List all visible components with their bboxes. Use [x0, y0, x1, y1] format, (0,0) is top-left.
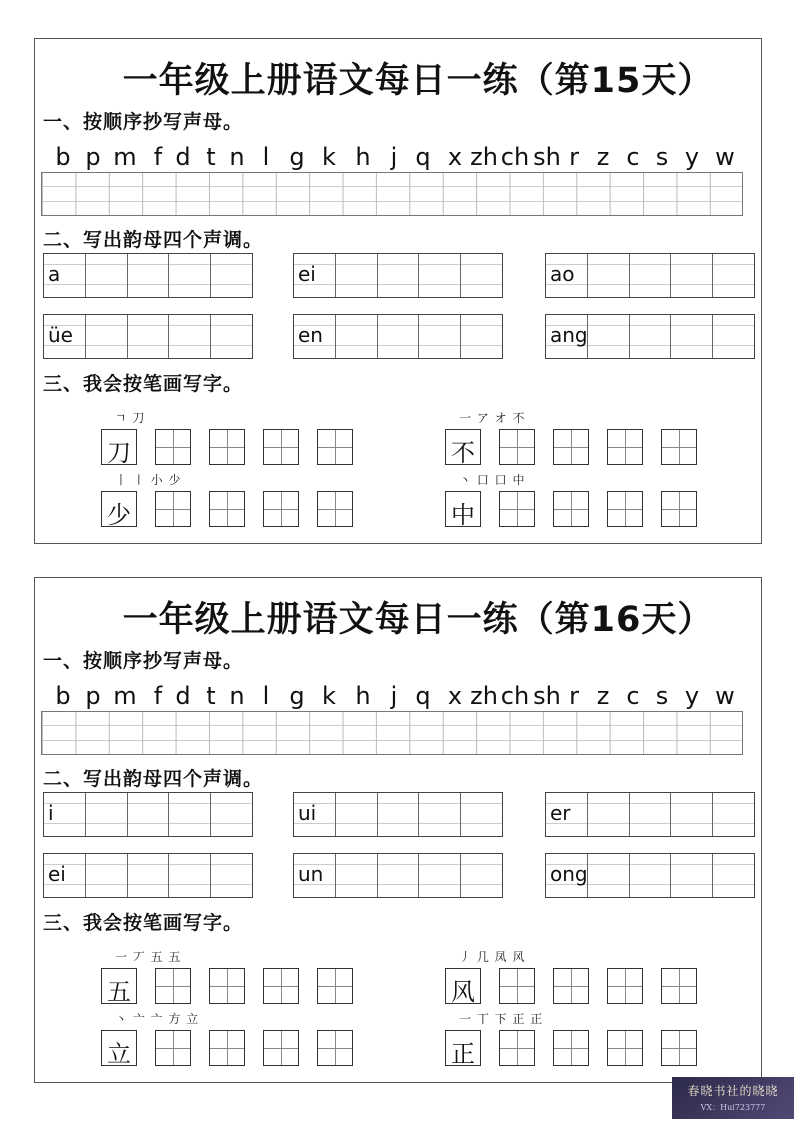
tone-cell[interactable] [294, 854, 336, 897]
tian-grid-box[interactable] [499, 429, 535, 465]
tone-cell[interactable] [588, 854, 630, 897]
tone-practice-box[interactable] [43, 853, 253, 898]
tone-cell[interactable] [378, 854, 420, 897]
tone-cell[interactable] [546, 315, 588, 358]
tian-grid-box[interactable] [607, 1030, 643, 1066]
tone-practice-box[interactable] [293, 314, 503, 359]
four-line-writing-grid[interactable] [41, 711, 743, 755]
initial-letter: l [262, 143, 270, 171]
model-character-box [445, 429, 481, 465]
tone-cell[interactable] [588, 793, 630, 836]
tone-cell[interactable] [169, 793, 211, 836]
final-label: ui [298, 801, 317, 825]
stroke-order-hint: 一 丅 下 正 正 [459, 1012, 544, 1026]
tone-cell[interactable] [378, 793, 420, 836]
watermark-badge [672, 1077, 794, 1119]
initial-letter: h [355, 143, 371, 171]
section-heading-s1: 一、按顺序抄写声母。 [43, 650, 244, 672]
tian-grid-box[interactable] [553, 491, 589, 527]
tone-practice-box[interactable] [545, 253, 755, 298]
initial-letter: l [262, 682, 270, 710]
tone-practice-box[interactable] [43, 314, 253, 359]
tone-cell[interactable] [128, 254, 170, 297]
initial-letter: s [655, 682, 669, 710]
tone-cell[interactable] [630, 315, 672, 358]
tone-practice-box[interactable] [43, 253, 253, 298]
tian-grid-box[interactable] [607, 491, 643, 527]
final-label: üe [48, 323, 73, 347]
initial-letter: j [390, 143, 398, 171]
worksheet-title: 一年级上册语文每日一练（第16天） [122, 600, 714, 640]
tone-cell[interactable] [461, 854, 502, 897]
tian-grid-box[interactable] [209, 968, 245, 1004]
section-heading-s3: 三、我会按笔画写字。 [43, 373, 244, 395]
initial-letter: k [322, 682, 336, 710]
model-character-box [101, 491, 137, 527]
initial-letter: r [569, 682, 579, 710]
final-label: ong [550, 862, 588, 886]
tone-cell[interactable] [211, 854, 252, 897]
tone-practice-box[interactable] [545, 853, 755, 898]
initial-letter: d [175, 682, 191, 710]
initial-letter: p [85, 682, 101, 710]
tone-cell[interactable] [713, 254, 754, 297]
tone-cell[interactable] [169, 854, 211, 897]
tian-grid-box[interactable] [263, 968, 299, 1004]
stroke-order-hint: 丿 几 凤 风 [459, 950, 526, 964]
initials-row [47, 682, 747, 712]
stroke-order-hint: 丶 口 口 中 [459, 473, 526, 487]
initial-letter: y [684, 682, 700, 710]
initial-letter: c [626, 143, 640, 171]
initial-letter: s [655, 143, 669, 171]
tian-grid-box[interactable] [499, 1030, 535, 1066]
tone-cell[interactable] [378, 254, 420, 297]
initial-letter: x [447, 143, 463, 171]
final-label: ei [48, 862, 66, 886]
initial-letter: y [684, 143, 700, 171]
initial-letter: zh [470, 143, 498, 171]
initial-letter: b [55, 682, 71, 710]
final-label: ao [550, 262, 575, 286]
initial-letter: f [153, 143, 163, 171]
stroke-order-hint: ㄱ 刀 [115, 411, 146, 425]
worksheet-title: 一年级上册语文每日一练（第15天） [122, 61, 714, 101]
tone-cell[interactable] [713, 793, 754, 836]
model-character: 风 [451, 978, 475, 1006]
initial-letter: d [175, 143, 191, 171]
model-character: 少 [107, 501, 131, 529]
tian-grid-box[interactable] [553, 1030, 589, 1066]
tone-cell[interactable] [671, 854, 713, 897]
tone-practice-box[interactable] [293, 853, 503, 898]
tone-cell[interactable] [419, 254, 461, 297]
tian-grid-box[interactable] [607, 429, 643, 465]
tian-grid-box[interactable] [317, 1030, 353, 1066]
initial-letter: f [153, 682, 163, 710]
tone-cell[interactable] [461, 315, 502, 358]
initial-letter: n [229, 143, 245, 171]
tone-cell[interactable] [419, 793, 461, 836]
tian-grid-box[interactable] [263, 1030, 299, 1066]
tone-cell[interactable] [86, 793, 128, 836]
stroke-order-hint: 一 丆 五 五 [115, 950, 182, 964]
model-character-box [445, 491, 481, 527]
tone-cell[interactable] [461, 793, 502, 836]
tian-grid-box[interactable] [155, 491, 191, 527]
tone-cell[interactable] [546, 254, 588, 297]
tone-cell[interactable] [419, 315, 461, 358]
tone-cell[interactable] [546, 854, 588, 897]
stroke-order-hint: 丶 亠 亠 方 立 [115, 1012, 200, 1026]
tone-cell[interactable] [44, 254, 86, 297]
four-line-writing-grid[interactable] [41, 172, 743, 216]
tian-grid-box[interactable] [499, 968, 535, 1004]
model-character: 刀 [107, 439, 131, 467]
tone-cell[interactable] [294, 254, 336, 297]
initial-letter: g [289, 143, 305, 171]
model-character: 五 [107, 978, 131, 1006]
tone-cell[interactable] [211, 793, 252, 836]
initial-letter: n [229, 682, 245, 710]
tone-cell[interactable] [378, 315, 420, 358]
initial-letter: m [113, 682, 137, 710]
tone-cell[interactable] [671, 315, 713, 358]
tone-cell[interactable] [128, 315, 170, 358]
watermark-contact: VX：Hui723777 [700, 1103, 766, 1112]
initial-letter: c [626, 682, 640, 710]
tian-grid-box[interactable] [661, 491, 697, 527]
final-label: en [298, 323, 323, 347]
tone-practice-box[interactable] [43, 792, 253, 837]
tian-grid-box[interactable] [263, 429, 299, 465]
tone-cell[interactable] [169, 315, 211, 358]
tone-practice-box[interactable] [293, 253, 503, 298]
tone-cell[interactable] [713, 854, 754, 897]
model-character-box [101, 1030, 137, 1066]
initial-letter: g [289, 682, 305, 710]
tian-grid-box[interactable] [209, 429, 245, 465]
worksheet-day-16 [34, 577, 762, 1083]
tone-cell[interactable] [86, 854, 128, 897]
model-character-box [101, 968, 137, 1004]
tian-grid-box[interactable] [209, 1030, 245, 1066]
tone-cell[interactable] [169, 254, 211, 297]
final-label: ang [550, 323, 588, 347]
tian-grid-box[interactable] [499, 491, 535, 527]
model-character: 立 [107, 1040, 131, 1068]
tone-cell[interactable] [86, 254, 128, 297]
initial-letter: t [206, 143, 216, 171]
section-heading-s2: 二、写出韵母四个声调。 [43, 768, 264, 790]
initial-letter: w [715, 682, 735, 710]
initial-letter: ch [500, 143, 530, 171]
initial-letter: p [85, 143, 101, 171]
stroke-order-hint: 一 ア オ 不 [459, 411, 526, 425]
tone-cell[interactable] [588, 254, 630, 297]
final-label: i [48, 801, 54, 825]
initial-letter: h [355, 682, 371, 710]
initial-letter: t [206, 682, 216, 710]
tian-grid-box[interactable] [155, 968, 191, 1004]
model-character: 中 [451, 501, 475, 529]
model-character-box [445, 968, 481, 1004]
tone-cell[interactable] [128, 854, 170, 897]
initial-letter: ch [500, 682, 530, 710]
tone-practice-box[interactable] [545, 792, 755, 837]
tian-grid-box[interactable] [607, 968, 643, 1004]
tian-grid-box[interactable] [155, 1030, 191, 1066]
worksheet-day-15 [34, 38, 762, 544]
tian-grid-box[interactable] [263, 491, 299, 527]
section-heading-s2: 二、写出韵母四个声调。 [43, 229, 264, 251]
tone-cell[interactable] [336, 854, 378, 897]
initial-letter: z [596, 143, 610, 171]
final-label: er [550, 801, 571, 825]
tone-cell[interactable] [294, 315, 336, 358]
model-character-box [101, 429, 137, 465]
initials-row [47, 143, 747, 173]
initial-letter: zh [470, 682, 498, 710]
tian-grid-box[interactable] [317, 968, 353, 1004]
tone-cell[interactable] [44, 793, 86, 836]
initial-letter: j [390, 682, 398, 710]
final-label: un [298, 862, 324, 886]
tone-cell[interactable] [211, 254, 252, 297]
model-character: 不 [451, 439, 475, 467]
section-heading-s1: 一、按顺序抄写声母。 [43, 111, 244, 133]
tone-cell[interactable] [44, 315, 86, 358]
model-character-box [445, 1030, 481, 1066]
tone-practice-box[interactable] [545, 314, 755, 359]
final-label: a [48, 262, 61, 286]
tone-cell[interactable] [336, 254, 378, 297]
initial-letter: r [569, 143, 579, 171]
initial-letter: w [715, 143, 735, 171]
tian-grid-box[interactable] [209, 491, 245, 527]
final-label: ei [298, 262, 316, 286]
tone-cell[interactable] [546, 793, 588, 836]
initial-letter: q [415, 682, 431, 710]
initial-letter: m [113, 143, 137, 171]
stroke-order-hint: 丨 ㇑ 小 少 [115, 473, 182, 487]
tone-cell[interactable] [44, 854, 86, 897]
tone-cell[interactable] [671, 793, 713, 836]
initial-letter: sh [533, 143, 561, 171]
tian-grid-box[interactable] [553, 429, 589, 465]
tone-cell[interactable] [128, 793, 170, 836]
tone-cell[interactable] [630, 793, 672, 836]
initial-letter: q [415, 143, 431, 171]
tone-practice-box[interactable] [293, 792, 503, 837]
tian-grid-box[interactable] [553, 968, 589, 1004]
tone-cell[interactable] [294, 793, 336, 836]
initial-letter: x [447, 682, 463, 710]
tian-grid-box[interactable] [661, 429, 697, 465]
tian-grid-box[interactable] [661, 968, 697, 1004]
initial-letter: sh [533, 682, 561, 710]
tone-cell[interactable] [461, 254, 502, 297]
tone-cell[interactable] [336, 793, 378, 836]
tone-cell[interactable] [588, 315, 630, 358]
initial-letter: b [55, 143, 71, 171]
tone-cell[interactable] [630, 854, 672, 897]
tone-cell[interactable] [336, 315, 378, 358]
tone-cell[interactable] [211, 315, 252, 358]
initial-letter: k [322, 143, 336, 171]
tian-grid-box[interactable] [317, 491, 353, 527]
tone-cell[interactable] [419, 854, 461, 897]
watermark-title: 春晓书社的晓晓 [687, 1084, 779, 1098]
tian-grid-box[interactable] [317, 429, 353, 465]
model-character: 正 [451, 1040, 475, 1068]
tone-cell[interactable] [630, 254, 672, 297]
tone-cell[interactable] [671, 254, 713, 297]
tone-cell[interactable] [86, 315, 128, 358]
initial-letter: z [596, 682, 610, 710]
tian-grid-box[interactable] [661, 1030, 697, 1066]
tone-cell[interactable] [713, 315, 754, 358]
section-heading-s3: 三、我会按笔画写字。 [43, 912, 244, 934]
tian-grid-box[interactable] [155, 429, 191, 465]
